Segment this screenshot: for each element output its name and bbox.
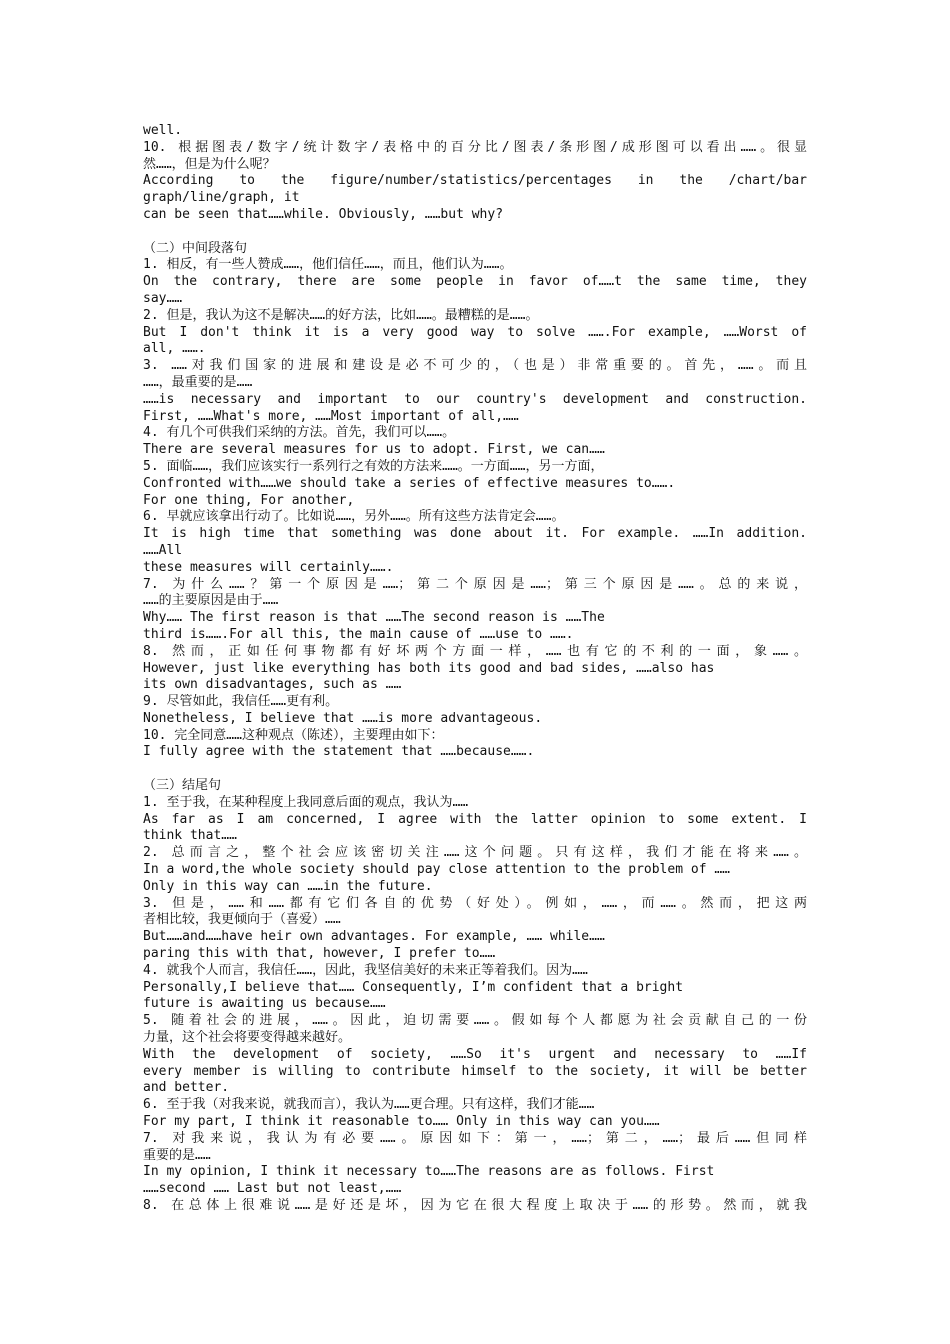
text-line: can be seen that……while. Obviously, ……but why?	[143, 206, 504, 222]
section-middle-sentences	[143, 257, 807, 761]
text-line: 10. 完全同意……这种观点（陈述），主要理由如下：	[143, 727, 444, 743]
text-line: ……All	[143, 542, 183, 558]
text-line: and better.	[143, 1080, 230, 1096]
text-line: Nonetheless, I believe that ……is more advantageous.	[143, 710, 543, 726]
text-line: 3. 但是，……和……都有它们各自的优势（好处）。例如，……，而……。然而，把这两	[143, 895, 807, 911]
text-line: There are several measures for us to adopt. First, we can……	[143, 442, 605, 458]
spacer	[143, 761, 807, 778]
text-line: 1. 相反，有一些人赞成……，他们信任……，而且，他们认为……。	[143, 257, 513, 273]
text-line: say……	[143, 290, 183, 306]
text-line: But I don't think it is a very good way to solve …….For example, ……Worst of	[143, 324, 807, 340]
text-line: In my opinion, I think it necessary to……The reasons are as follows. First	[143, 1164, 715, 1180]
text-line: its own disadvantages, such as ……	[143, 677, 402, 693]
text-line: For one thing, For another,	[143, 492, 355, 508]
text-line: 重要的是……	[143, 1147, 211, 1163]
text-line: 5. 面临……，我们应该实行一系列行之有效的方法来……。一方面……，另一方面，	[143, 458, 604, 474]
text-line: 力量，这个社会将要变得越来越好。	[143, 1030, 352, 1046]
text-line: It is high time that something was done about it. For example. ……In addition.	[143, 526, 807, 542]
text-line: As far as I am concerned, I agree with the latter opinion to some extent. I	[143, 811, 807, 827]
text-line: these measures will certainly…….	[143, 559, 394, 575]
text-line: 2. 但是，我认为这不是解决……的好方法，比如……。最糟糕的是……。	[143, 307, 539, 323]
text-line: 5. 随着社会的进展，……。因此，迫切需要……。假如每个人都愿为社会贡献自己的一份	[143, 1013, 807, 1029]
text-line: all, …….	[143, 341, 206, 357]
text-line: On the contrary, there are some people in favor of……t the same time, they	[143, 274, 807, 290]
intro-tail	[143, 123, 807, 224]
text-line: But……and……have heir own advantages. For example, …… while……	[143, 929, 605, 945]
text-line: Only in this way can ……in the future.	[143, 878, 433, 894]
text-line: ……second …… Last but not least,……	[143, 1181, 402, 1197]
text-line: 4. 就我个人而言，我信任……，因此，我坚信美好的未来正等着我们。因为……	[143, 962, 588, 978]
text-line: every member is willing to contribute himself to the society, it will be better	[143, 1063, 807, 1079]
text-line: think that……	[143, 828, 237, 844]
text-line: future is awaiting us because……	[143, 996, 386, 1012]
text-line: 然……，但是为什么呢？	[143, 156, 276, 172]
text-line: In a word,the whole society should pay close attention to the problem of ……	[143, 862, 730, 878]
text-line: 8. 在总体上很难说……是好还是坏，因为它在很大程度上取决于……的形势。然而，就我	[143, 1198, 807, 1213]
text-line: However, just like everything has both its good and bad sides, ……also has	[143, 660, 715, 676]
text-line: 4. 有几个可供我们采纳的方法。首先，我们可以……。	[143, 425, 456, 441]
text-line: 8. 然而，正如任何事物都有好坏两个方面一样，……也有它的不利的一面，象……。	[143, 643, 807, 659]
text-line: ……的主要原因是由于……	[143, 593, 279, 609]
text-line: third is…….For all this, the main cause of ……use to …….	[143, 626, 574, 642]
text-line: According to the figure/number/statistics/percentages in the /chart/bar	[143, 173, 807, 189]
text-line: graph/line/graph, it	[143, 190, 300, 206]
text-line: With the development of society, ……So it's urgent and necessary to ……If	[143, 1046, 807, 1062]
text-line: ……is necessary and important to our country's development and construction.	[143, 391, 807, 407]
text-line: 者相比较，我更倾向于（喜爱）……	[143, 912, 341, 928]
text-line: ……，最重要的是……	[143, 374, 253, 390]
text-line: 2. 总而言之，整个社会应该密切关注……这个问题。只有这样，我们才能在将来……。	[143, 845, 807, 861]
document-page	[143, 123, 807, 1215]
text-line: For my part, I think it reasonable to…… Only in this way can you……	[143, 1114, 660, 1130]
text-line: 3. ……对我们国家的进展和建设是必不可少的，（也是）非常重要的。首先，……。而且	[143, 358, 807, 374]
section-ending-sentences	[143, 795, 807, 1215]
text-line: Personally,I believe that…… Consequently, I’m confident that a bright	[143, 979, 684, 995]
text-line: First, ……What's more, ……Most important of all,……	[143, 408, 519, 424]
text-line: paring this with that, however, I prefer to……	[143, 946, 496, 962]
section-heading-middle: （二）中间段落句	[143, 240, 248, 256]
text-line: Why…… The first reason is that ……The second reason is ……The	[143, 610, 605, 626]
text-line: Confronted with……we should take a series of effective measures to…….	[143, 475, 676, 491]
text-line: 7. 为什么……？第一个原因是……；第二个原因是……；第三个原因是……。总的来说，	[143, 576, 807, 592]
text-line: 7. 对我来说，我认为有必要……。原因如下：第一，……；第二，……；最后……但同样	[143, 1130, 807, 1146]
text-line: 9. 尽管如此，我信任……更有利。	[143, 694, 339, 710]
spacer	[143, 224, 807, 241]
text-line: 1. 至于我，在某种程度上我同意后面的观点，我认为……	[143, 794, 469, 810]
text-line: 6. 至于我（对我来说，就我而言），我认为……更合理。只有这样，我们才能……	[143, 1097, 595, 1113]
section-heading-ending: （三）结尾句	[143, 778, 222, 794]
text-line: I fully agree with the statement that ……because…….	[143, 744, 535, 760]
text-line: 6. 早就应该拿出行动了。比如说……，另外……。所有这些方法肯定会……。	[143, 509, 565, 525]
text-line: 10. 根据图表/数字/统计数字/表格中的百分比/图表/条形图/成形图可以看出……。很显	[143, 139, 807, 155]
text-line: well.	[143, 123, 183, 138]
